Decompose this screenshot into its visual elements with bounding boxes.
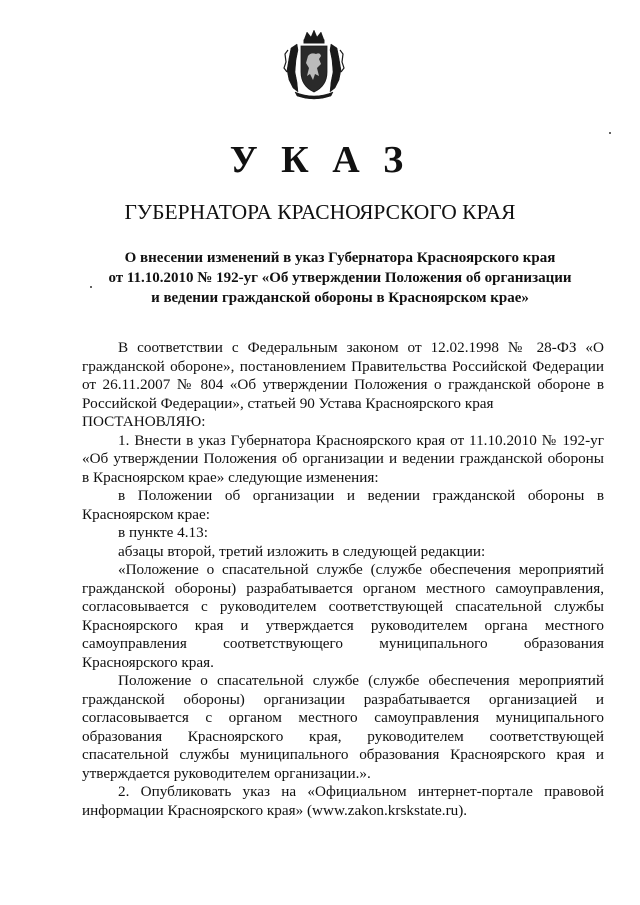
clause-paragraph: 1. Внести в указ Губернатора Красноярского края от 11.10.2010 № 192-уг «Об утверждении Положения об организации и ведении гражданской обороны в Красноярском крае» следующие изменения: <box>82 431 604 486</box>
clause-paragraph: 2. Опубликовать указ на «Официальном интернет-портале правовой информации Красноярского края» (www.zakon.krskstate.ru). <box>82 783 604 819</box>
clause-paragraph: в Положении об организации и ведении гражданской обороны в Красноярском крае: <box>82 487 604 523</box>
document-body <box>82 339 604 820</box>
subject-line: от 11.10.2010 № 192-уг «Об утверждении Положения об организации <box>108 270 572 286</box>
document-subject <box>70 248 610 308</box>
subject-line: О внесении изменений в указ Губернатора Красноярского края <box>124 250 556 266</box>
decree-keyword: ПОСТАНОВЛЯЮ: <box>82 413 206 430</box>
clause-paragraph: абзацы второй, третий изложить в следующей редакции: <box>118 542 486 560</box>
quoted-paragraph: Положение о спасательной службе (службе обеспечения мероприятий гражданской обороны) организации разрабатывается организацией и согласовывается с органом местного самоуправления муниципального образования Красноярского края, руководителем соответствующей спасательной службы муниципального образования Красноярского края и утверждается руководителем организации.». <box>82 672 604 782</box>
scan-speck <box>609 132 611 134</box>
quoted-paragraph: «Положение о спасательной службе (службе обеспечения мероприятий гражданской обороны) разрабатывается органом местного самоуправления, согласовывается с руководителем соответствующей спасательной службы Красноярского края и утверждается руководителем органа местного самоуправления соответствующего муниципального образования Красноярского края. <box>82 561 604 671</box>
document-title: У К А З <box>229 139 411 181</box>
preamble-paragraph: В соответствии с Федеральным законом от 12.02.1998 № 28-ФЗ «О гражданской обороне», постановлением Правительства Российской Федерации от 26.11.2007 № 804 «Об утверждении Положения о гражданской обороне в Российской Федерации», статьей 90 Устава Красноярского края <box>82 339 604 412</box>
clause-paragraph: в пункте 4.13: <box>118 524 208 541</box>
coat-of-arms-icon <box>283 28 345 100</box>
scan-speck <box>90 286 92 288</box>
document-issuer: ГУБЕРНАТОРА КРАСНОЯРСКОГО КРАЯ <box>124 200 516 224</box>
subject-line: и ведении гражданской обороны в Красноярском крае» <box>151 290 529 306</box>
